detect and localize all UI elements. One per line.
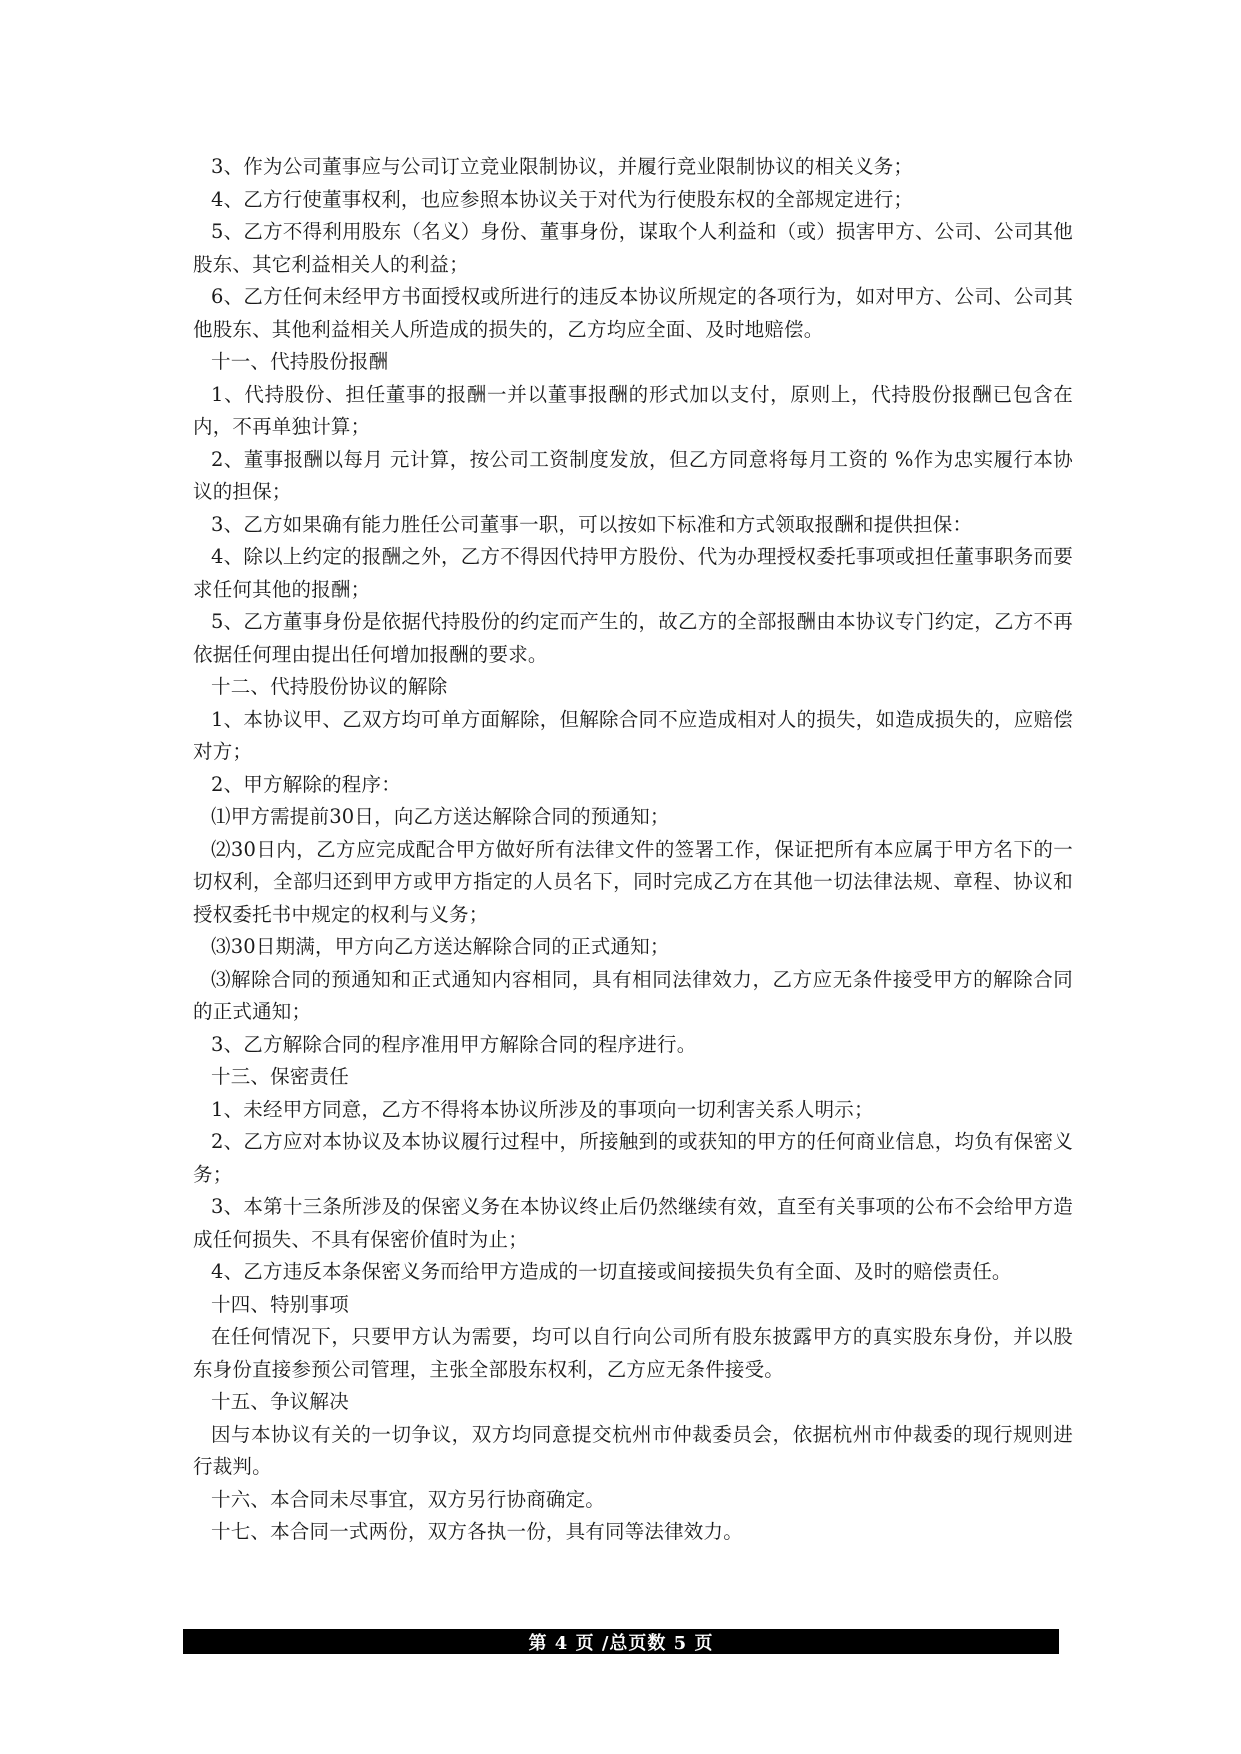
paragraph: 2、乙方应对本协议及本协议履行过程中，所接触到的或获知的甲方的任何商业信息，均负有保密义务； (193, 1130, 1073, 1186)
paragraph: 1、代持股份、担任董事的报酬一并以董事报酬的形式加以支付，原则上，代持股份报酬已包含在内，不再单独计算； (193, 382, 1073, 438)
paragraph: 十六、本合同未尽事宜，双方另行协商确定。 (211, 1487, 606, 1511)
paragraph: 3、乙方解除合同的程序准用甲方解除合同的程序进行。 (211, 1032, 697, 1056)
paragraph: 6、乙方任何未经甲方书面授权或所进行的违反本协议所规定的各项行为，如对甲方、公司、公司其他股东、其他利益相关人所造成的损失的，乙方均应全面、及时地赔偿。 (193, 285, 1073, 341)
paragraph: 4、乙方行使董事权利，也应参照本协议关于对代为行使股东权的全部规定进行； (211, 187, 914, 211)
paragraph: 在任何情况下，只要甲方认为需要，均可以自行向公司所有股东披露甲方的真实股东身份，并以股东身份直接参预公司管理，主张全部股东权利，乙方应无条件接受。 (193, 1325, 1073, 1381)
paragraph: 3、作为公司董事应与公司订立竞业限制协议，并履行竞业限制协议的相关义务； (211, 155, 914, 178)
paragraph: 1、未经甲方同意，乙方不得将本协议所涉及的事项向一切利害关系人明示； (211, 1097, 874, 1121)
paragraph: 十七、本合同一式两份，双方各执一份，具有同等法律效力。 (211, 1520, 743, 1543)
paragraph: ⑴甲方需提前30日，向乙方送达解除合同的预通知； (211, 805, 670, 828)
document-body (193, 151, 1073, 1549)
section-heading: 十五、争议解决 (211, 1390, 349, 1413)
section-heading: 十三、保密责任 (211, 1065, 349, 1088)
paragraph: ⑶30日期满，甲方向乙方送达解除合同的正式通知； (211, 935, 670, 958)
page-number-label: 第 4 页 /总页数 5 页 (528, 1632, 714, 1654)
paragraph: 1、本协议甲、乙双方均可单方面解除，但解除合同不应造成相对人的损失，如造成损失的，应赔偿对方； (193, 707, 1073, 763)
paragraph: 3、本第十三条所涉及的保密义务在本协议终止后仍然继续有效，直至有关事项的公布不会给甲方造成任何损失、不具有保密价值时为止； (193, 1195, 1073, 1251)
paragraph: 4、乙方违反本条保密义务而给甲方造成的一切直接或间接损失负有全面、及时的赔偿责任。 (211, 1260, 1012, 1283)
paragraph: 因与本协议有关的一切争议，双方均同意提交杭州市仲裁委员会，依据杭州市仲裁委的现行规则进行裁判。 (193, 1422, 1073, 1478)
paragraph: 5、乙方董事身份是依据代持股份的约定而产生的，故乙方的全部报酬由本协议专门约定，乙方不再依据任何理由提出任何增加报酬的要求。 (193, 610, 1073, 666)
paragraph: ⑶解除合同的预通知和正式通知内容相同，具有相同法律效力，乙方应无条件接受甲方的解除合同的正式通知； (193, 967, 1073, 1023)
paragraph: 2、甲方解除的程序： (211, 772, 401, 796)
paragraph: 4、除以上约定的报酬之外，乙方不得因代持甲方股份、代为办理授权委托事项或担任董事职务而要求任何其他的报酬； (193, 545, 1073, 601)
paragraph: 5、乙方不得利用股东（名义）身份、董事身份，谋取个人利益和（或）损害甲方、公司、公司其他股东、其它利益相关人的利益； (193, 220, 1073, 276)
paragraph: 2、董事报酬以每月 元计算，按公司工资制度发放，但乙方同意将每月工资的 %作为忠实履行本协议的担保； (193, 447, 1073, 503)
section-heading: 十四、特别事项 (211, 1292, 349, 1316)
paragraph: 3、乙方如果确有能力胜任公司董事一职，可以按如下标准和方式领取报酬和提供担保： (211, 512, 973, 536)
section-heading: 十二、代持股份协议的解除 (211, 675, 448, 698)
page-footer (183, 1629, 1059, 1654)
section-heading: 十一、代持股份报酬 (211, 350, 389, 373)
paragraph: ⑵30日内，乙方应完成配合甲方做好所有法律文件的签署工作，保证把所有本应属于甲方名下的一切权利，全部归还到甲方或甲方指定的人员名下，同时完成乙方在其他一切法律法规、章程、协议和授权委托书中规定的权利与义务； (193, 837, 1073, 926)
